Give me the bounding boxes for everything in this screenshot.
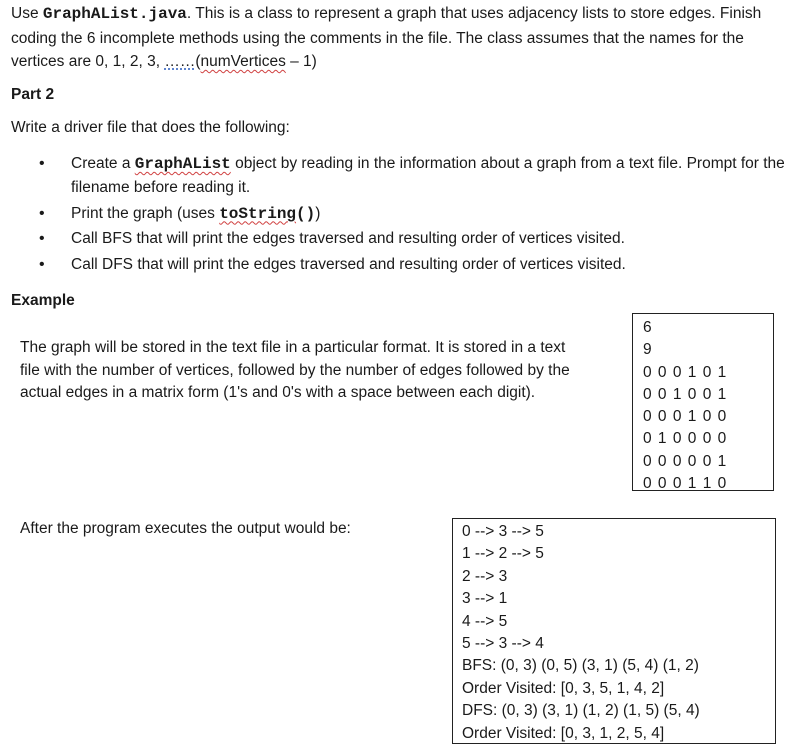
task-list (0, 152, 790, 278)
output-line: 1 --> 2 --> 5 (462, 545, 544, 563)
tostring-code: toString (219, 204, 297, 223)
matrix-line: 0 0 0 1 0 0 (643, 408, 728, 426)
output-line: Order Visited: [0, 3, 5, 1, 4, 2] (462, 679, 665, 697)
intro-suffix: – 1) (285, 53, 317, 70)
output-line: 0 --> 3 --> 5 (462, 523, 544, 540)
output-line: 3 --> 1 (462, 590, 508, 608)
output-line: 2 --> 3 (462, 567, 508, 585)
output-label: After the program executes the output would be: (20, 520, 351, 537)
intro-paragraph (11, 2, 791, 74)
matrix-line: 0 0 0 1 1 0 (643, 475, 728, 493)
output-line: DFS: (0, 3) (3, 1) (1, 2) (1, 5) (5, 4) (462, 702, 700, 720)
list-item (0, 152, 790, 200)
list-item: • Call DFS that will print the edges traversed and resulting order of vertices visited. (0, 253, 790, 277)
output-line: 5 --> 3 --> 4 (462, 635, 544, 653)
matrix-line: 0 0 1 0 0 1 (643, 385, 728, 403)
matrix-line: 6 (643, 319, 653, 336)
matrix-line: 0 1 0 0 0 0 (643, 430, 728, 448)
matrix-line: 0 0 0 1 0 1 (643, 363, 728, 381)
b2-suffix: ) (315, 204, 321, 222)
output-line: Order Visited: [0, 3, 1, 2, 5, 4] (462, 724, 665, 742)
intro-text: . This is a class to represent a graph that uses adjacency lists to store edges. Finish coding the 6 incomplete methods using the comments in the file. The class assumes that the names for the vertices are 0, 1, 2, 3, (11, 5, 762, 70)
task-text: Write a driver file that does the following: (11, 119, 290, 136)
list-item (0, 202, 790, 226)
output-line: 4 --> 5 (462, 612, 508, 630)
example-heading: Example (11, 292, 75, 309)
b1-prefix: Create a (71, 155, 135, 172)
format-description: The graph will be stored in the text file in a particular format. It is stored in a text file with the number of vertices, followed by the number of edges followed by the actual edges in a matrix form (1's and 0's with a space between each digit). (20, 339, 570, 401)
list-item: • Call BFS that will print the edges traversed and resulting order of vertices visited. (0, 227, 790, 251)
matrix-line: 0 0 0 0 0 1 (643, 452, 728, 470)
b1-suffix: object by reading in the information about a graph from a text file. Prompt for the filename before reading it. (71, 155, 785, 196)
program-output-box (452, 518, 776, 744)
graphalist-code: GraphAList (134, 155, 231, 173)
intro-dots: …… (164, 53, 196, 70)
intro-prefix: Use (11, 5, 43, 22)
b2-prefix: Print the graph (uses (71, 204, 220, 222)
tostring-parens: () (296, 204, 316, 223)
intro-paren-open: ( (195, 53, 201, 70)
part2-heading: Part 2 (11, 86, 55, 103)
num-vertices-term: numVertices (200, 53, 286, 70)
output-line: BFS: (0, 3) (0, 5) (3, 1) (5, 4) (1, 2) (462, 657, 699, 675)
matrix-line: 9 (643, 341, 653, 359)
class-name-code: GraphAList.java (42, 5, 187, 23)
input-file-box (632, 313, 774, 491)
